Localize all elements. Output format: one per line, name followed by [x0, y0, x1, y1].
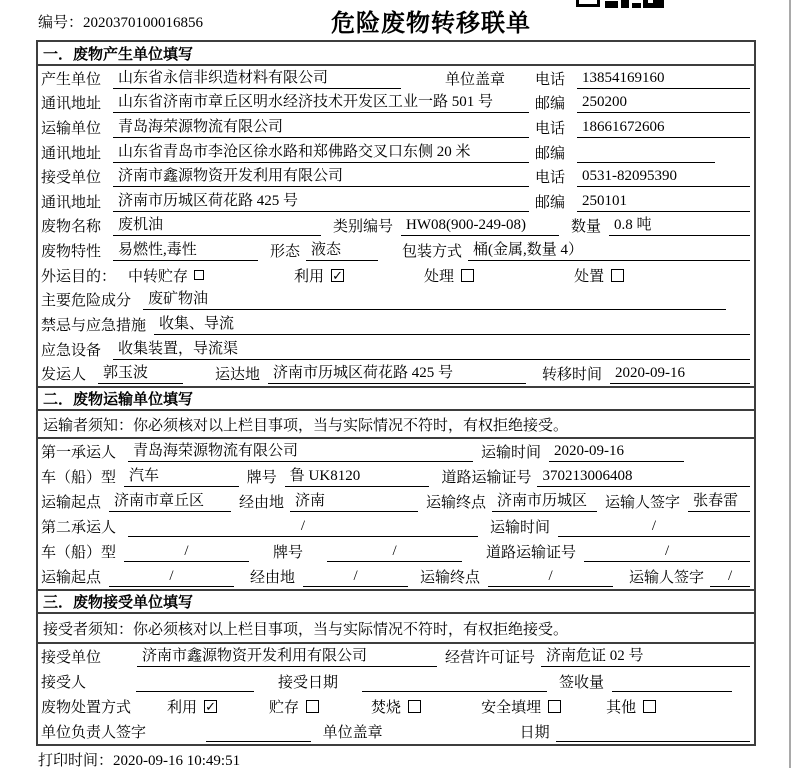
vehicle-type-label: 车（船）型 [41, 545, 117, 561]
receiver-value: 济南市鑫源物资开发利用有限公司 [113, 166, 529, 187]
row-carrier2 [38, 514, 754, 539]
road-permit1-value: 370213006408 [537, 466, 750, 487]
equipment-label: 应急设备 [41, 342, 102, 359]
form-value: 液态 [306, 240, 378, 261]
taboo-value: 收集、导流 [154, 314, 750, 335]
origin-label: 运输起点 [41, 570, 102, 586]
address-label: 通讯地址 [41, 194, 102, 211]
disposal-option-landfill: 安全填埋 [481, 696, 561, 717]
row-transporter [38, 115, 754, 140]
transfer-time-label: 转移时间 [542, 367, 603, 384]
row-vehicle1 [38, 464, 754, 489]
purpose-option-storage: 中转贮存 [128, 265, 204, 286]
phone-label: 电话 [535, 170, 566, 187]
origin-label: 运输起点 [41, 495, 102, 511]
received-qty-value [612, 671, 732, 692]
origin2-value: / [109, 566, 234, 587]
row-transfer-purpose [38, 263, 754, 288]
consignor-label: 发运人 [41, 367, 87, 384]
row-disposal-method [38, 694, 754, 719]
transporter-address-value: 山东省青岛市李沧区徐水路和郑佛路交叉口东侧 20 米 [113, 142, 529, 163]
vehicle-type2-value: / [124, 541, 249, 562]
qr-code-icon [576, 0, 668, 9]
transporter-label: 运输单位 [41, 121, 102, 138]
quantity-value: 0.8 吨 [609, 215, 750, 236]
page-title: 危险废物转移联单 [331, 11, 531, 37]
manager-sign-label: 单位负责人签字 [41, 725, 147, 741]
disposal-option-use: 利用 ✓ [167, 699, 216, 716]
transporter-value: 青岛海荣源物流有限公司 [113, 117, 529, 138]
date-label: 日期 [519, 725, 550, 741]
checkbox-treat [461, 269, 474, 282]
accept-unit-value: 济南市鑫源物资开发利用有限公司 [137, 646, 437, 667]
road-permit2-value: / [584, 541, 750, 562]
checkbox-disposal-store [306, 700, 319, 713]
waste-name-label: 废物名称 [41, 219, 102, 236]
carrier1-label: 第一承运人 [41, 445, 117, 461]
transport-time1-value: 2020-09-16 [549, 441, 684, 462]
row-producer [38, 66, 754, 91]
section2-body [38, 439, 754, 589]
serial-line [38, 11, 203, 32]
section1-body [38, 66, 754, 386]
license-value: 济南危证 02 号 [541, 646, 750, 667]
row-receiver-address [38, 189, 754, 214]
accept-date-value [362, 671, 547, 692]
row-route2 [38, 564, 754, 589]
section1-header: 一．废物产生单位填写 [38, 42, 754, 66]
transport-time-label: 运输时间 [490, 520, 551, 536]
zip-label: 邮编 [535, 194, 566, 211]
address-label: 通讯地址 [41, 96, 102, 113]
producer-label: 产生单位 [41, 71, 102, 88]
hazard-label: 主要危险成分 [41, 293, 132, 310]
transporter-sign2-value: / [710, 566, 750, 587]
producer-phone-value: 13854169160 [577, 68, 750, 89]
endpoint-label: 运输终点 [426, 495, 487, 511]
section3-body [38, 644, 754, 744]
row-emergency-equipment [38, 337, 754, 362]
transporter-phone-value: 18661672606 [577, 117, 750, 138]
zip-label: 邮编 [535, 96, 566, 113]
hazard-value: 废矿物油 [143, 289, 726, 310]
transport-time2-value: / [558, 516, 750, 537]
license-label: 经营许可证号 [445, 650, 536, 666]
transport-time-label: 运输时间 [481, 445, 542, 461]
road-permit-label: 道路运输证号 [441, 470, 532, 486]
plate2-value: / [327, 541, 462, 562]
row-consignor [38, 361, 754, 386]
endpoint1-value: 济南市历城区 [492, 491, 597, 512]
character-label: 废物特性 [41, 244, 102, 261]
row-taboo-measures [38, 312, 754, 337]
zip-label: 邮编 [535, 145, 566, 162]
producer-address-value: 山东省济南市章丘区明水经济技术开发区工业一路 501 号 [113, 92, 529, 113]
via1-value: 济南 [290, 491, 418, 512]
section3-notice: 接受者须知：你必须核对以上栏目事项，当与实际情况不符时，有权拒绝接受。 [38, 614, 754, 644]
purpose-option-use: 利用 ✓ [294, 267, 343, 285]
form-label: 形态 [270, 244, 301, 261]
via-label: 经由地 [239, 495, 285, 511]
plate-label: 牌号 [273, 545, 304, 561]
disposal-option-other: 其他 [606, 696, 656, 717]
transporter-sign-label: 运输人签字 [605, 495, 681, 511]
endpoint-label: 运输终点 [420, 570, 481, 586]
row-accept-unit [38, 644, 754, 669]
page-edge-line [789, 0, 791, 768]
received-qty-label: 签收量 [559, 675, 605, 691]
destination-value: 济南市历城区荷花路 425 号 [268, 363, 526, 384]
manifest-form [36, 40, 756, 746]
phone-label: 电话 [535, 71, 566, 88]
packing-label: 包装方式 [402, 244, 463, 261]
accept-unit-label: 接受单位 [41, 650, 102, 666]
disposal-label: 废物处置方式 [41, 700, 132, 716]
producer-zip-value: 250200 [577, 92, 750, 113]
serial-number: 2020370100016856 [83, 15, 204, 31]
purpose-option-dispose: 处置 [574, 265, 624, 286]
address-label: 通讯地址 [41, 145, 102, 162]
date-value [556, 721, 750, 742]
via-label: 经由地 [250, 570, 296, 586]
print-time-value: 2020-09-16 10:49:51 [113, 753, 241, 768]
manager-sign-value [206, 721, 311, 742]
serial-label: 编号： [38, 15, 84, 31]
via2-value: / [303, 566, 408, 587]
row-manager-sign [38, 719, 754, 744]
carrier2-value: / [128, 516, 478, 537]
purpose-option-treat: 处理 [424, 265, 474, 286]
consignor-value: 郭玉波 [98, 363, 183, 384]
vehicle-type1-value: 汽车 [124, 466, 239, 487]
carrier2-label: 第二承运人 [41, 520, 117, 536]
producer-value: 山东省永信非织造材料有限公司 [113, 68, 401, 89]
receiver-label: 接受单位 [41, 170, 102, 187]
unit-seal-label: 单位盖章 [445, 71, 506, 88]
plate1-value: 鲁 UK8120 [285, 466, 430, 487]
row-receiver [38, 164, 754, 189]
transporter-sign-label: 运输人签字 [629, 570, 705, 586]
vehicle-type-label: 车（船）型 [41, 470, 117, 486]
receiver-address-value: 济南市历城区荷花路 425 号 [113, 191, 529, 212]
checkbox-disposal-incinerate [408, 700, 421, 713]
row-vehicle2 [38, 539, 754, 564]
row-carrier1 [38, 439, 754, 464]
transfer-time-value: 2020-09-16 [610, 363, 750, 384]
checkbox-disposal-other [643, 700, 656, 713]
row-hazard-component [38, 287, 754, 312]
category-label: 类别编号 [333, 219, 394, 236]
destination-label: 运达地 [215, 367, 261, 384]
transporter-sign1-value: 张春雷 [688, 491, 750, 512]
acceptor-label: 接受人 [41, 675, 87, 691]
taboo-label: 禁忌与应急措施 [41, 317, 147, 334]
phone-label: 电话 [535, 121, 566, 138]
purpose-label: 外运目的： [41, 268, 117, 285]
origin1-value: 济南市章丘区 [109, 491, 231, 512]
accept-date-label: 接受日期 [278, 675, 339, 691]
print-time-label: 打印时间： [38, 753, 114, 768]
receiver-zip-value: 250101 [577, 191, 750, 212]
checkbox-dispose [611, 269, 624, 282]
row-acceptor [38, 669, 754, 694]
row-producer-address [38, 91, 754, 116]
plate-label: 牌号 [246, 470, 277, 486]
section2-notice: 运输者须知：你必须核对以上栏目事项，当与实际情况不符时，有权拒绝接受。 [38, 411, 754, 439]
row-waste-character [38, 238, 754, 263]
packing-value: 桶(金属,数量 4） [468, 240, 750, 261]
quantity-label: 数量 [571, 219, 602, 236]
receiver-phone-value: 0531-82095390 [577, 166, 750, 187]
transporter-zip-value [577, 142, 715, 163]
checkbox-use-checked: ✓ [332, 267, 343, 283]
endpoint2-value: / [488, 566, 613, 587]
unit-seal-label: 单位盖章 [322, 725, 383, 741]
waste-name-value: 废机油 [113, 215, 321, 236]
acceptor-value [136, 671, 254, 692]
checkbox-disposal-use-checked: ✓ [205, 699, 216, 714]
carrier1-value: 青岛海荣源物流有限公司 [128, 441, 473, 462]
row-route1 [38, 489, 754, 514]
section2-header: 二．废物运输单位填写 [38, 386, 754, 411]
road-permit-label: 道路运输证号 [486, 545, 577, 561]
category-value: HW08(900-249-08) [401, 215, 559, 236]
row-waste-name [38, 214, 754, 239]
equipment-value: 收集装置，导流渠 [113, 339, 750, 360]
checkbox-disposal-landfill [548, 700, 561, 713]
print-time-line [38, 749, 240, 768]
disposal-option-incinerate: 焚烧 [371, 696, 421, 717]
checkbox-storage [194, 270, 204, 280]
disposal-option-store: 贮存 [269, 696, 319, 717]
character-value: 易燃性,毒性 [113, 240, 258, 261]
row-transporter-address [38, 140, 754, 165]
section3-header: 三．废物接受单位填写 [38, 589, 754, 614]
